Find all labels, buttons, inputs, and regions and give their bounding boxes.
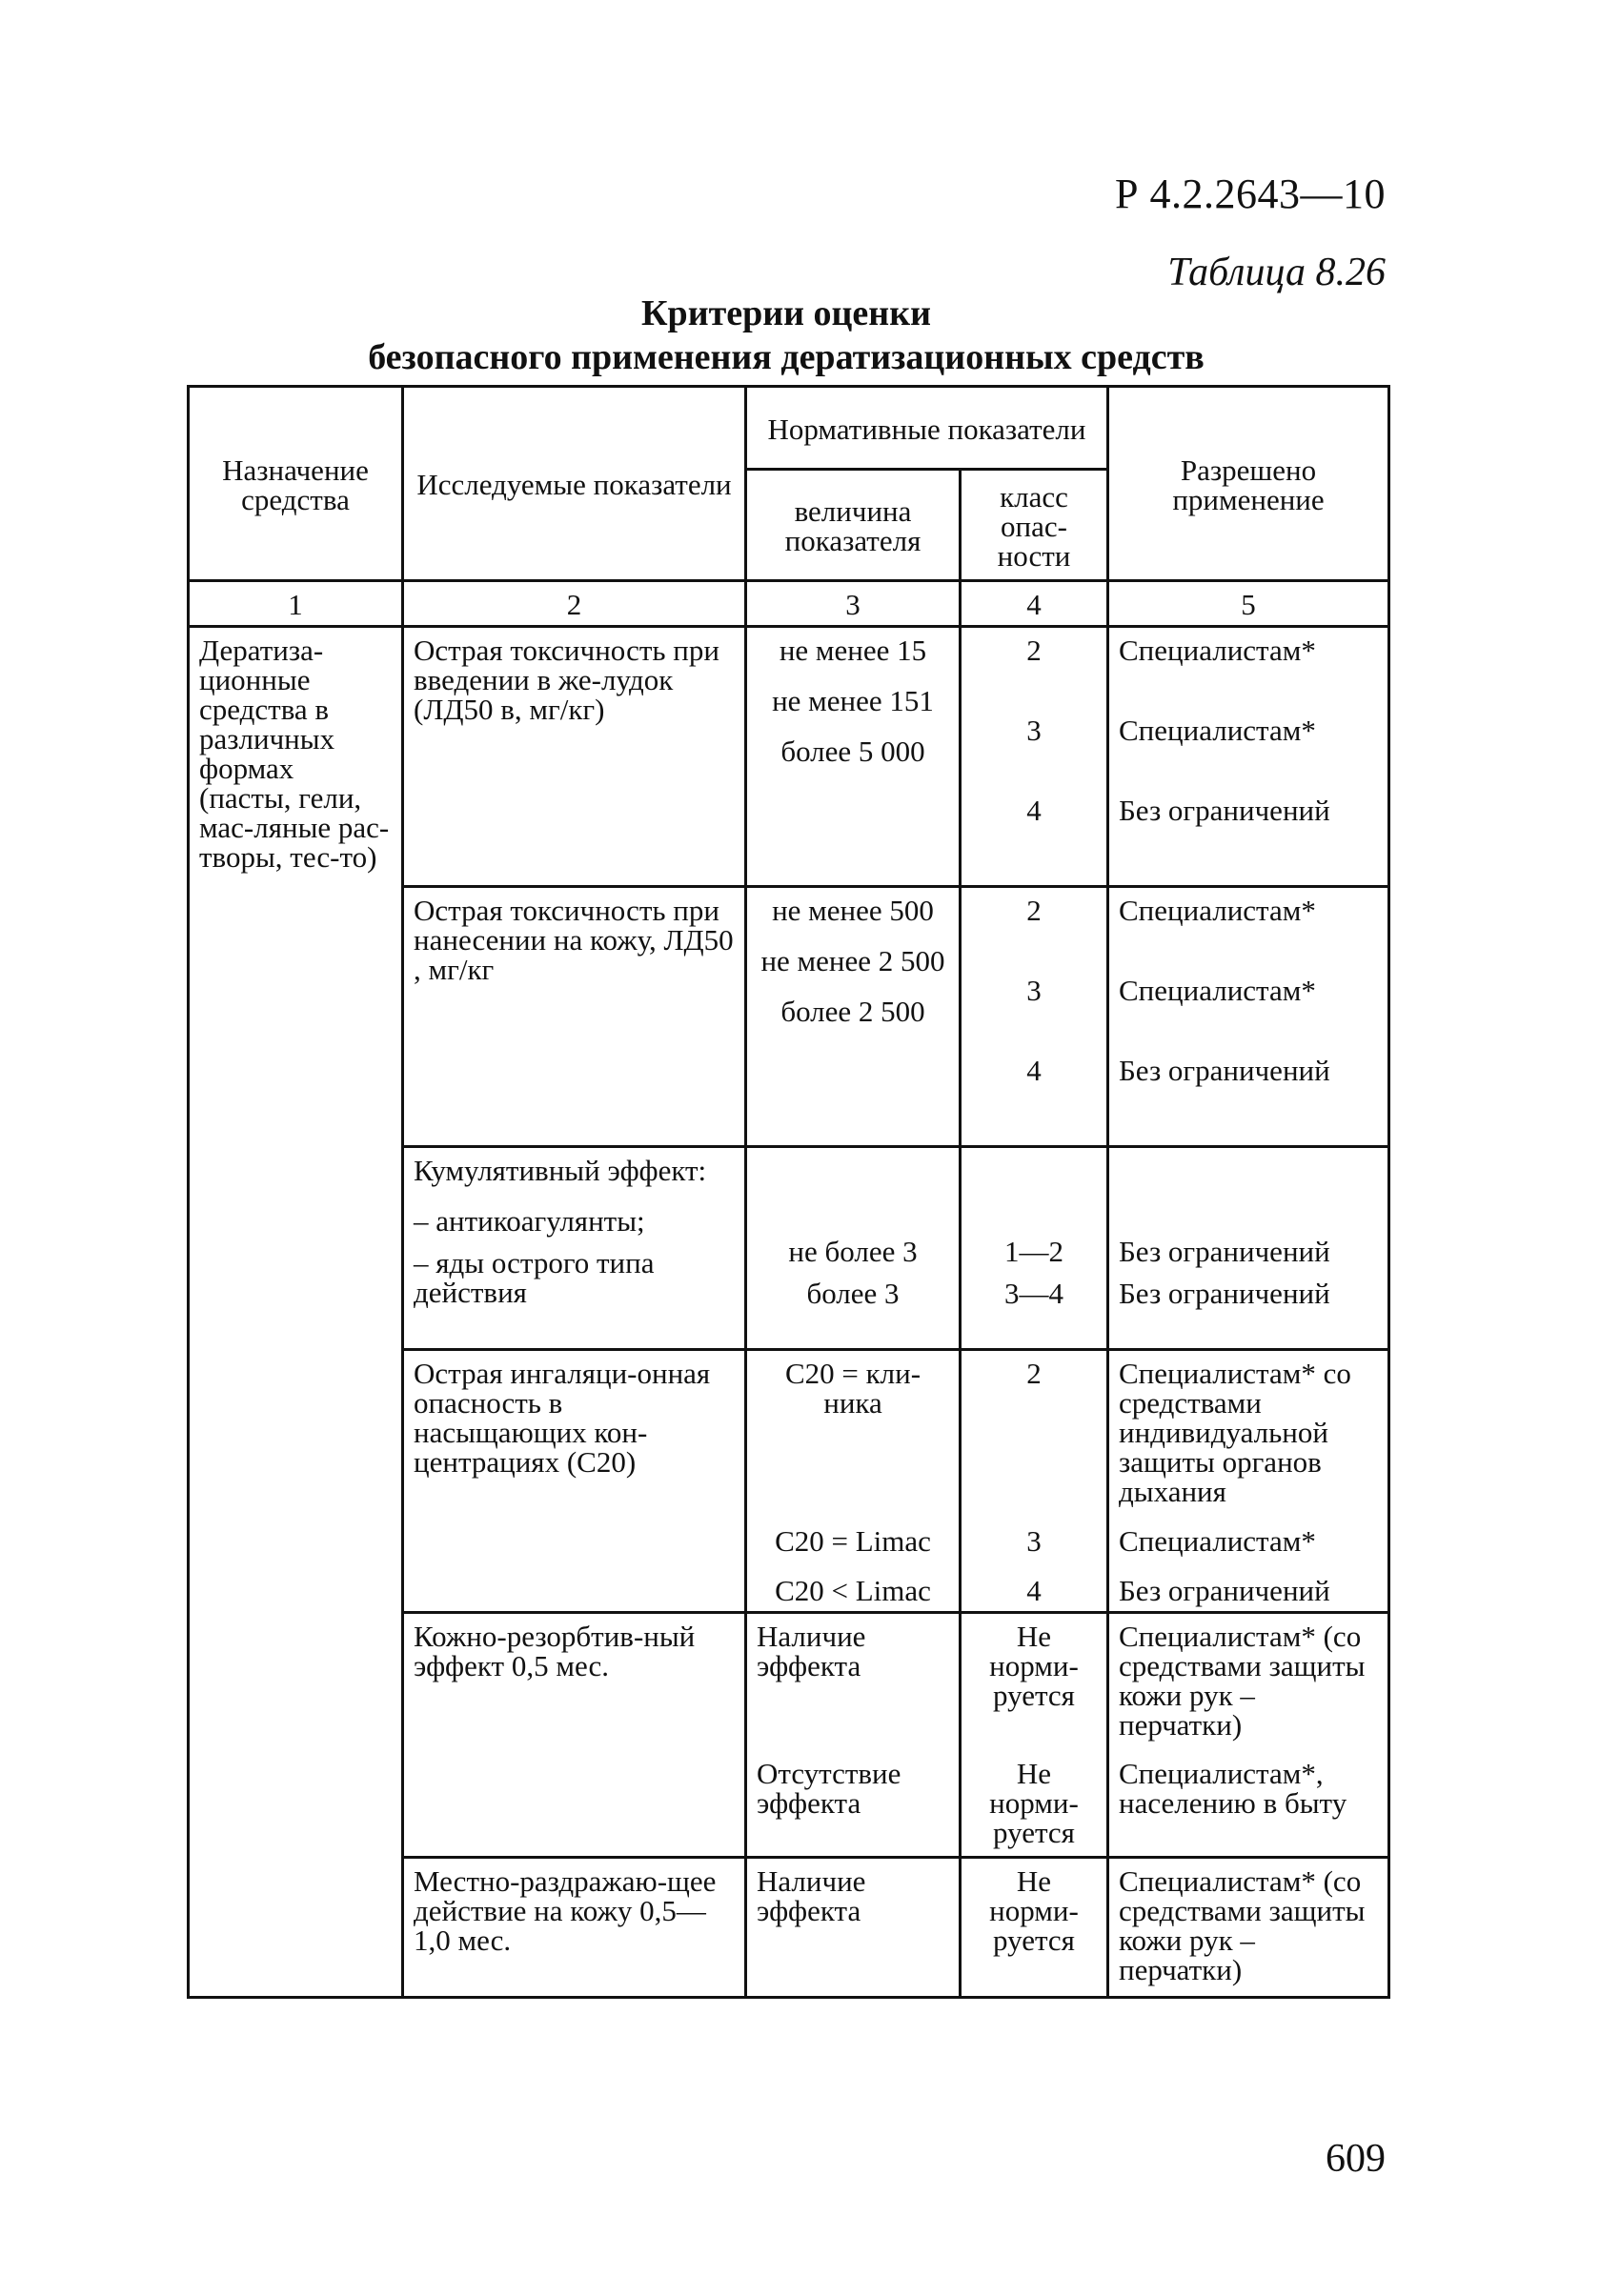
- table-number: Таблица 8.26: [1167, 251, 1386, 294]
- indicator-cell: Кожно-резорбтив-ный эффект 0,5 мес.: [403, 1613, 746, 1858]
- allowed-text: Без ограничений: [1119, 1277, 1330, 1310]
- hazard-class: 3: [1026, 974, 1042, 1007]
- class-cell: [961, 627, 1108, 887]
- header-indicators: Исследуемые показатели: [403, 387, 746, 581]
- page-number: 609: [1326, 2137, 1386, 2181]
- value: не менее 500: [772, 894, 934, 927]
- allowed-text: Без ограничений: [1119, 794, 1330, 827]
- indicator-cell: Местно-раздражаю-щее действие на кожу 0,5—1,0 мес.: [403, 1858, 746, 1998]
- hazard-class: Не норми-руется: [989, 1620, 1079, 1712]
- allowed-text: Специалистам*: [1119, 634, 1316, 667]
- value: Отсутствие эффекта: [757, 1757, 901, 1820]
- allowed-cell: [1108, 1350, 1389, 1613]
- value: не менее 2 500: [760, 944, 945, 977]
- allowed-text: Специалистам* (со средствами защиты кожи рук – перчатки): [1119, 1620, 1366, 1742]
- class-cell: [961, 1613, 1108, 1858]
- header-value: величина показателя: [746, 470, 961, 581]
- col-number: 4: [961, 581, 1108, 627]
- hazard-class: 2: [1026, 634, 1042, 667]
- col-number: 2: [403, 581, 746, 627]
- indicator-cell: [403, 1147, 746, 1350]
- hazard-class: 4: [1026, 794, 1042, 827]
- document-code: Р 4.2.2643—10: [1115, 171, 1386, 217]
- table-title-line2: безопасного применения дератизационных средств: [368, 337, 1205, 377]
- value-cell: [746, 887, 961, 1147]
- allowed-cell: [1108, 887, 1389, 1147]
- value-cell: [746, 1613, 961, 1858]
- allowed-text: Специалистам* (со средствами защиты кожи рук – перчатки): [1119, 1864, 1366, 1986]
- class-cell: [961, 1147, 1108, 1350]
- allowed-text: Без ограничений: [1119, 1574, 1330, 1607]
- value-cell: [746, 627, 961, 887]
- col-number: 5: [1108, 581, 1389, 627]
- value: не менее 151: [772, 684, 934, 717]
- value-cell: [746, 1858, 961, 1998]
- class-cell: [961, 1858, 1108, 1998]
- class-cell: [961, 1350, 1108, 1613]
- header-purpose: Назначение средства: [189, 387, 403, 581]
- value: не менее 15: [779, 634, 927, 667]
- header-hazard-class: класс опас-ности: [961, 470, 1108, 581]
- allowed-cell: [1108, 1858, 1389, 1998]
- allowed-text: Специалистам*: [1119, 1524, 1316, 1558]
- class-cell: [961, 887, 1108, 1147]
- hazard-class: 1—2: [1004, 1235, 1063, 1268]
- header-allowed: Разрешено применение: [1108, 387, 1389, 581]
- allowed-text: Специалистам* со средствами индивидуальной защиты органов дыхания: [1119, 1357, 1351, 1508]
- allowed-text: Специалистам*: [1119, 714, 1316, 747]
- allowed-cell: [1108, 1613, 1389, 1858]
- group-oral-toxicity: [189, 627, 1389, 887]
- value: С20 = Limас: [775, 1524, 931, 1558]
- hazard-class: 4: [1026, 1054, 1042, 1087]
- hazard-class: 3: [1026, 1524, 1042, 1558]
- value: более 3: [806, 1277, 900, 1310]
- allowed-cell: [1108, 627, 1389, 887]
- value: Наличие эффекта: [757, 1864, 866, 1927]
- indicator-cell: Острая токсичность при нанесении на кожу, ЛД50 , мг/кг: [403, 887, 746, 1147]
- col-number: 1: [189, 581, 403, 627]
- hazard-class: 3: [1026, 714, 1042, 747]
- value: не более 3: [788, 1235, 918, 1268]
- header-normative: Нормативные показатели: [746, 387, 1108, 470]
- value: более 2 500: [780, 995, 925, 1028]
- criteria-table: [187, 385, 1390, 1999]
- value-cell: [746, 1147, 961, 1350]
- hazard-class: 4: [1026, 1574, 1042, 1607]
- value: С20 = кли-ника: [784, 1357, 921, 1420]
- column-numbers-row: [189, 581, 1389, 627]
- indicator-subitem: – антикоагулянты;: [414, 1204, 645, 1238]
- value: Наличие эффекта: [757, 1620, 866, 1682]
- allowed-text: Специалистам*: [1119, 894, 1316, 927]
- indicator-title: Кумулятивный эффект:: [414, 1154, 707, 1187]
- table-title-line1: Критерии оценки: [641, 293, 931, 333]
- allowed-text: Специалистам*, населению в быту: [1119, 1757, 1347, 1820]
- allowed-text: Без ограничений: [1119, 1235, 1330, 1268]
- hazard-class: 2: [1026, 894, 1042, 927]
- indicator-cell: Острая ингаляци-онная опасность в насыщающих кон-центрациях (С20): [403, 1350, 746, 1613]
- indicator-cell: Острая токсичность при введении в же-лудок (ЛД50 в, мг/кг): [403, 627, 746, 887]
- value: более 5 000: [780, 735, 925, 768]
- allowed-text: Без ограничений: [1119, 1054, 1330, 1087]
- hazard-class: 3—4: [1004, 1277, 1063, 1310]
- hazard-class: Не норми-руется: [989, 1864, 1079, 1957]
- header-row-1: [189, 387, 1389, 470]
- value-cell: [746, 1350, 961, 1613]
- col-number: 3: [746, 581, 961, 627]
- value: С20 < Limас: [775, 1574, 931, 1607]
- purpose-cell: Дератиза-ционные средства в различных формах (пасты, гели, мас-ляные рас-творы, тес-то): [189, 627, 403, 1998]
- indicator-subitem: – яды острого типа действия: [414, 1246, 655, 1309]
- hazard-class: Не норми-руется: [989, 1757, 1079, 1849]
- allowed-text: Специалистам*: [1119, 974, 1316, 1007]
- allowed-cell: [1108, 1147, 1389, 1350]
- hazard-class: 2: [1026, 1357, 1042, 1390]
